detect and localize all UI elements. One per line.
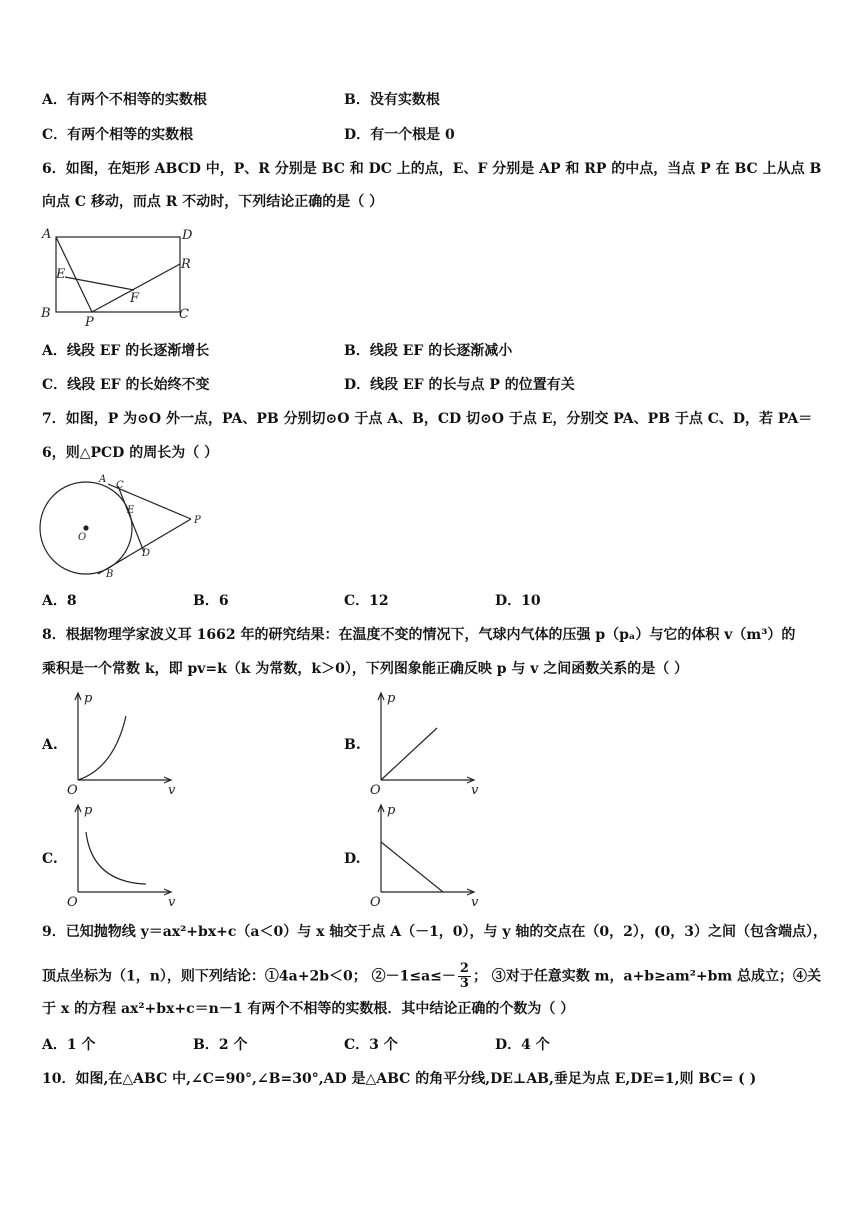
q10-stem-line1: 10．如图,在△ABC 中,∠C=90°,∠B=30°,AD 是△ABC 的角平分线,DE⊥AB,垂足为点 E,DE=1,则 BC= ( ) [42, 1071, 757, 1087]
label-f: F [130, 291, 140, 306]
label-o: O [78, 532, 87, 543]
tangent-cd [118, 486, 144, 552]
q8-graph-d [367, 800, 482, 908]
q6-option-a: A．线段 EF 的长逐渐增长 [42, 343, 210, 359]
line-proportional [381, 728, 437, 780]
origin-label: O [67, 895, 78, 908]
q6-rectangle-figure [38, 222, 208, 328]
axis-label-v: v [471, 895, 479, 908]
fraction-two-thirds [458, 962, 471, 991]
q8-stem-line1: 8．根据物理学家波义耳 1662 年的研究结果：在温度不变的情况下，气球内气体的压强 p（pₐ）与它的体积 v（m³）的 [42, 627, 796, 643]
label-d: D [142, 548, 151, 559]
q6-option-d: D．线段 EF 的长与点 P 的位置有关 [344, 377, 575, 393]
q9-option-c: C．3 个 [344, 1037, 398, 1053]
q8-option-a-label: A. [42, 737, 58, 753]
curve-increasing [78, 716, 126, 780]
q7-option-d: D．10 [495, 593, 541, 609]
q6-stem-line1: 6．如图，在矩形 ABCD 中，P、R 分别是 BC 和 DC 上的点，E、F 分别是 AP 和 RP 的中点，当点 P 在 BC 上从点 B [42, 161, 822, 177]
q5-option-c: C．有两个相等的实数根 [42, 127, 194, 143]
q9-option-a: A．1 个 [42, 1037, 96, 1053]
q7-stem-line1: 7．如图，P 为⊙O 外一点，PA、PB 分别切⊙O 于点 A、B，CD 切⊙O 于点 E，分别交 PA、PB 于点 C、D，若 PA＝ [42, 411, 813, 427]
q9-option-b: B．2 个 [193, 1037, 248, 1053]
q7-option-b: B．6 [193, 593, 229, 609]
q9-stem-line2-part2: ； ③对于任意实数 m，a+b≥am²+bm 总成立；④关 [472, 968, 822, 985]
label-b: B [41, 306, 51, 321]
label-e: E [127, 505, 135, 516]
q8-option-b-label: B. [344, 737, 361, 753]
q6-option-c: C．线段 EF 的长始终不变 [42, 377, 210, 393]
label-a: A [99, 474, 107, 485]
fraction-numerator: 2 [459, 961, 469, 976]
q6-option-b: B．线段 EF 的长逐渐减小 [344, 343, 513, 359]
q7-stem-line2: 6，则△PCD 的周长为（ ） [42, 445, 219, 461]
q5-option-b: B．没有实数根 [344, 92, 440, 108]
curve-inverse [86, 832, 146, 884]
q5-option-d: D．有一个根是 0 [344, 127, 455, 143]
axis-label-v: v [168, 895, 176, 908]
tangent-pb [98, 519, 191, 574]
q9-stem-line1: 9．已知抛物线 y＝ax²+bx+c（a＜0）与 x 轴交于点 A（－1，0），与 y 轴的交点在（0，2），(0，3）之间（包含端点）， [42, 924, 828, 940]
origin-label: O [67, 783, 78, 796]
center-o [84, 526, 88, 530]
q8-stem-line2: 乘积是一个常数 k，即 pv=k（k 为常数，k＞0），下列图象能正确反映 p 与 v 之间函数关系的是（ ） [42, 661, 689, 677]
label-d: D [182, 228, 193, 243]
label-p: P [194, 515, 201, 526]
fraction-denominator: 3 [459, 976, 469, 991]
line-decreasing [381, 842, 443, 892]
segment-ef [65, 277, 134, 290]
label-p: P [85, 315, 94, 328]
label-e: E [56, 267, 66, 282]
q7-option-c: C．12 [344, 593, 389, 609]
q8-graph-b [367, 688, 482, 796]
axis-label-p: p [84, 691, 93, 706]
axis-label-v: v [471, 783, 479, 796]
label-c: C [179, 307, 189, 322]
q8-graph-c [64, 800, 179, 908]
axis-label-v: v [168, 783, 176, 796]
q8-option-c-label: C. [42, 851, 58, 867]
q7-option-a: A．8 [42, 593, 77, 609]
label-a: A [42, 227, 52, 242]
origin-label: O [370, 895, 381, 908]
q9-stem-line2 [42, 962, 821, 991]
q9-option-d: D．4 个 [495, 1037, 550, 1053]
label-b: B [106, 569, 114, 580]
q6-stem-line2: 向点 C 移动，而点 R 不动时，下列结论正确的是（ ） [42, 194, 384, 210]
q8-graph-a [64, 688, 179, 796]
label-c: C [116, 480, 124, 491]
label-r: R [181, 257, 191, 272]
q9-stem-line3: 于 x 的方程 ax²+bx+c＝n－1 有两个不相等的实数根．其中结论正确的个数为（ ） [42, 1001, 575, 1017]
axis-label-p: p [387, 691, 396, 706]
axis-label-p: p [387, 803, 396, 818]
q8-option-d-label: D. [344, 851, 361, 867]
axis-label-p: p [84, 803, 93, 818]
q7-circle-figure [36, 470, 216, 582]
q9-stem-line2-part1: 顶点坐标为（1，n），则下列结论：①4a+2b＜0； ②－1≤a≤－ [42, 968, 456, 985]
origin-label: O [370, 783, 381, 796]
q5-option-a: A．有两个不相等的实数根 [42, 92, 207, 108]
